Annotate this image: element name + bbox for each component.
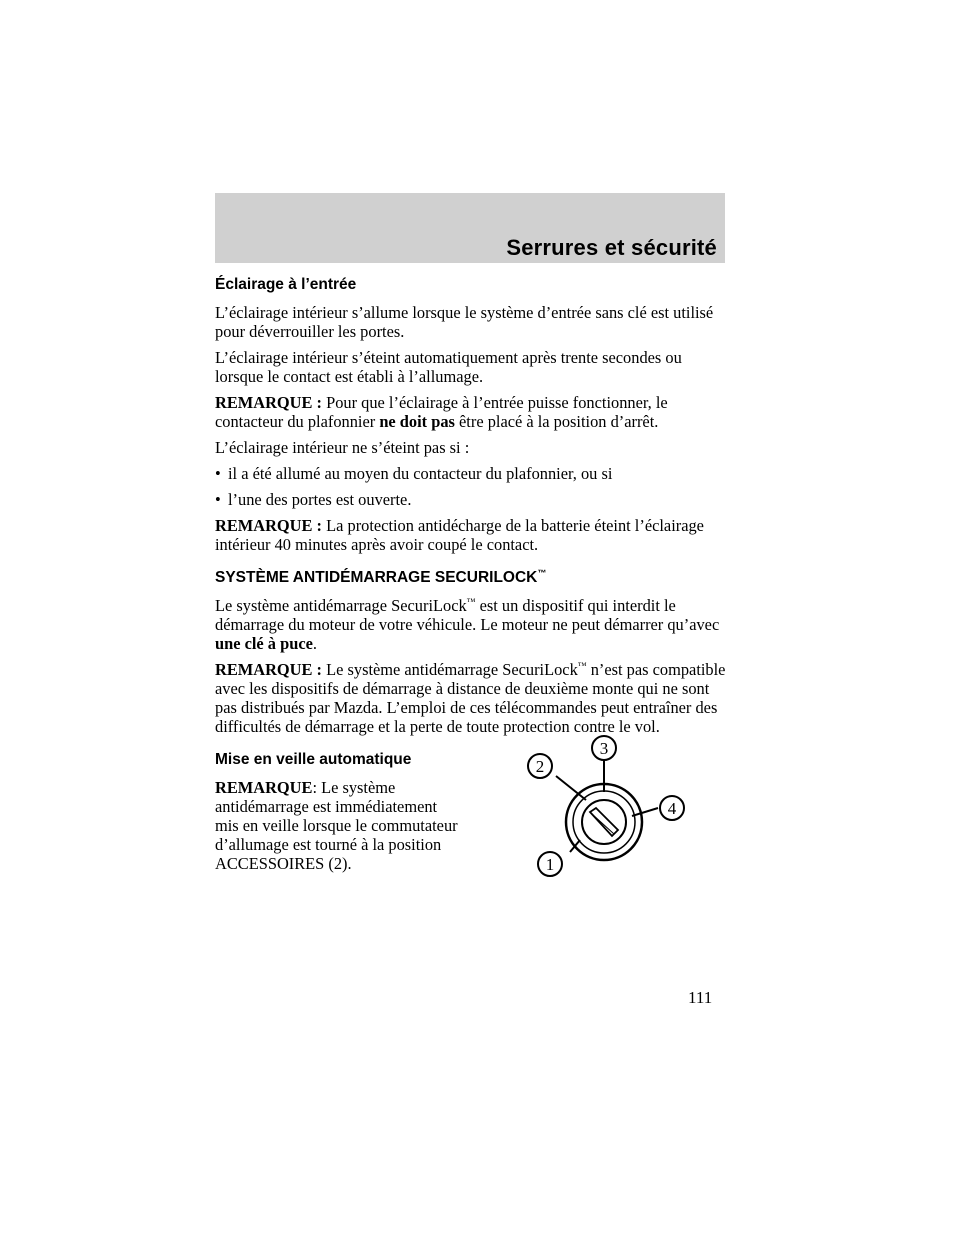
trademark-symbol: ™ [466,596,476,607]
page-number: 111 [688,988,713,1007]
paragraph: L’éclairage intérieur ne s’éteint pas si : [215,438,470,457]
note-paragraph [215,393,730,431]
paragraph: L’éclairage intérieur s’allume lorsque le système d’entrée sans clé est utilisé pour déverrouiller les portes. [215,303,714,341]
bullet-icon: • [215,490,221,509]
securilock-heading [215,568,730,588]
paragraph: L’éclairage intérieur s’éteint automatiquement après trente secondes ou lorsque le contact est établi à l’allumage. [215,348,682,386]
note-emphasis: ne doit pas [379,412,455,431]
note-text: : Le système antidémarrage est immédiatement mis en veille lorsque le commutateur d’allumage est tourné à la position ACCESSOIRES (2). [215,778,458,873]
note-text: Le système antidémarrage SecuriLock [326,660,578,679]
header-band [215,193,725,263]
paragraph-text: Le système antidémarrage SecuriLock [215,596,467,615]
position-label-3: 3 [599,739,609,758]
key-slot-line [592,814,614,834]
paragraph-emphasis: une clé à puce [215,634,313,653]
auto-arm-heading: Mise en veille automatique [215,751,412,768]
position-label-1: 1 [545,855,555,874]
heading-text: SYSTÈME ANTIDÉMARRAGE SECURILOCK [215,569,538,586]
position-label-2: 2 [535,757,545,776]
note-label: REMARQUE [215,778,313,797]
position-label-4: 4 [667,799,677,818]
note-paragraph [215,778,460,873]
note-text: Pour que l’éclairage à l’entrée puisse fonctionner, le contacteur du plafonnier [215,393,668,431]
note-text: n’est pas compatible avec les dispositifs de démarrage à distance de deuxième monte qui ne sont pas distribués par Mazda. L’emploi de ces télécommandes peut entraîner des difficultés de démarrage et la perte de toute protection contre le vol. [215,660,726,736]
leader-line [632,808,658,816]
note-text: La protection antidécharge de la batterie éteint l’éclairage intérieur 40 minutes après avoir coupé le contact. [215,516,704,554]
switch-key-barrel [582,800,626,844]
paragraph [215,596,730,653]
entry-lighting-heading: Éclairage à l’entrée [215,276,357,293]
note-text: être placé à la position d’arrêt. [459,412,659,431]
paragraph-text: est un dispositif qui interdit le démarrage du moteur de votre véhicule. Le moteur ne peut démarrer qu’avec [215,596,720,634]
trademark-symbol: ™ [577,660,587,671]
paragraph-text: . [312,634,317,653]
bullet-icon: • [215,464,221,483]
switch-outer-ring [566,784,642,860]
note-label: REMARQUE : [215,393,322,412]
list-item [215,464,730,483]
note-label: REMARQUE : [215,660,322,679]
note-paragraph [215,660,730,736]
list-item-text: il a été allumé au moyen du contacteur du plafonnier, ou si [228,464,613,483]
leader-line [556,776,586,800]
note-label: REMARQUE : [215,516,322,535]
trademark-symbol: ™ [537,567,547,578]
key-slot [590,808,618,836]
list-item [215,490,730,509]
ignition-switch-icon [520,728,710,888]
section-title: Serrures et sécurité [506,235,717,260]
note-paragraph [215,516,730,554]
list-item-text: l’une des portes est ouverte. [228,490,412,509]
